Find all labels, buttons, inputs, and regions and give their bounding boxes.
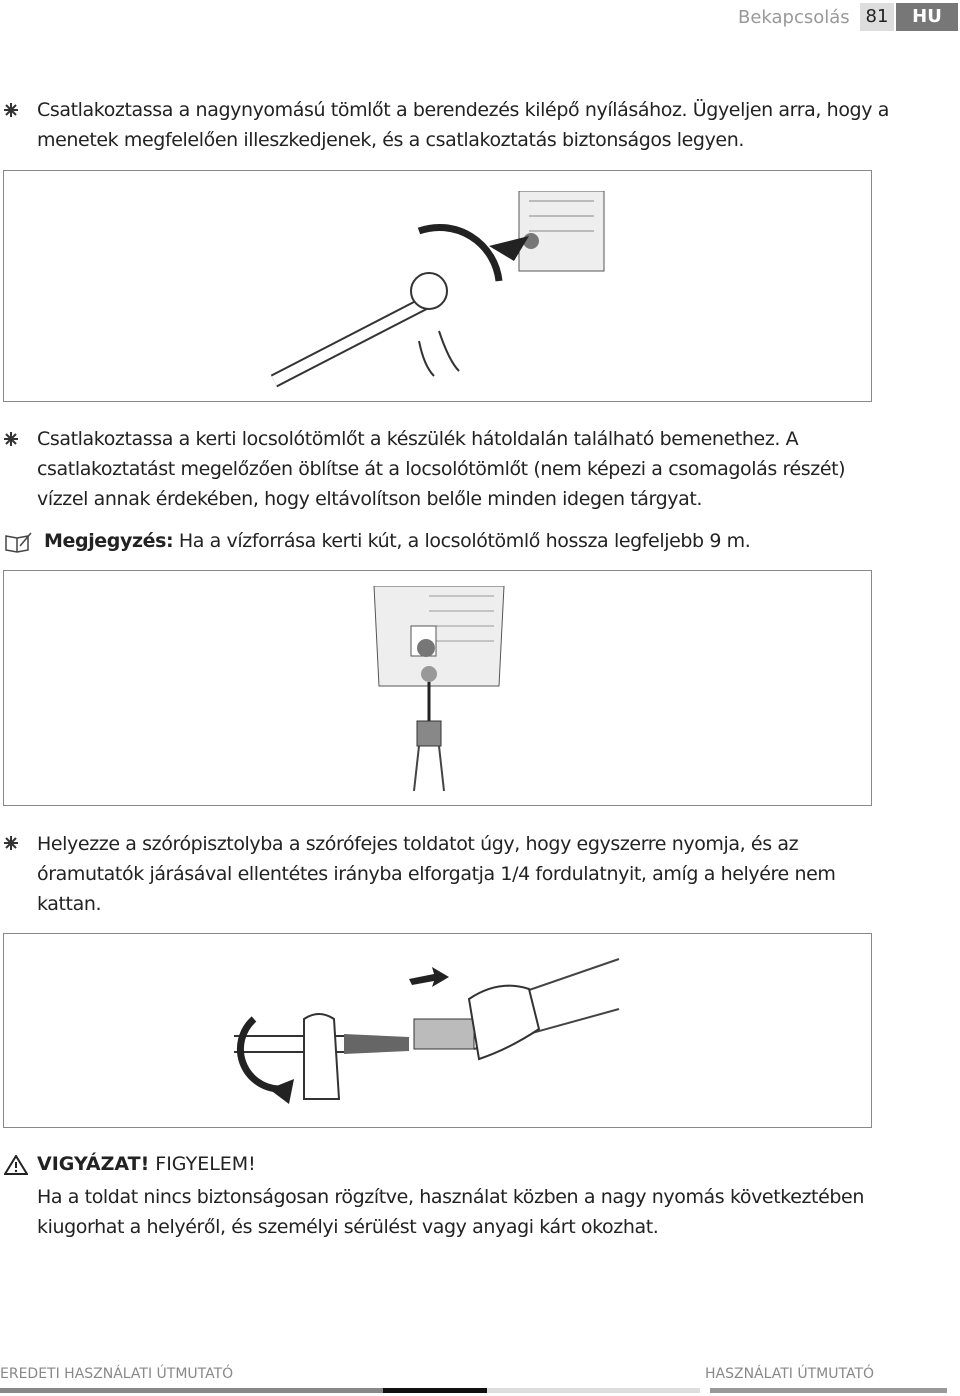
footer-bar-segment <box>710 1388 947 1393</box>
page-number: 81 <box>860 3 894 31</box>
figure-nozzle-attach <box>3 933 872 1128</box>
book-note-icon <box>4 532 32 554</box>
note-body: Ha a vízforrása kerti kút, a locsolótömlő hossza legfeljebb 9 m. <box>173 530 751 552</box>
note-label: Megjegyzés: <box>44 530 174 552</box>
note-text <box>44 530 750 552</box>
language-badge: HU <box>896 3 958 31</box>
figure-garden-hose-inlet <box>3 570 872 806</box>
warning-text: Ha a toldat nincs biztonságosan rögzítve, használat közben a nagy nyomás következtében kiugorhat a helyéről, és személyi sérülést vagy anyagi kárt okozhat. <box>37 1186 864 1238</box>
figure-hose-outlet <box>3 170 872 402</box>
warning-label: VIGYÁZAT! <box>37 1153 150 1175</box>
warning-triangle-icon <box>4 1155 28 1175</box>
hose-connection-illustration <box>269 191 609 391</box>
step-3-text: Helyezze a szórópisztolyba a szórófejes toldatot úgy, hogy egyszerre nyomja, és az óramutatók járásával ellentétes irányba elforgatja 1/4 fordulatnyit, amíg a helyére nem kattan. <box>37 833 836 915</box>
footer-right: HASZNÁLATI ÚTMUTATÓ <box>705 1366 875 1382</box>
step-2-text: Csatlakoztassa a kerti locsolótömlőt a készülék hátoldalán található bemenethez. A csatlakoztatást megelőzően öblítse át a locsolótömlőt (nem képezi a csomagolás részét) vízzel annak érdekében, hogy eltávolítson belőle minden idegen tárgyat. <box>37 428 846 510</box>
bullet-icon <box>4 432 18 446</box>
footer-bar-segment <box>487 1388 700 1393</box>
step-1-text: Csatlakoztassa a nagynyomású tömlőt a berendezés kilépő nyílásához. Ügyeljen arra, hogy a menetek megfelelően illeszkedjenek, és a csatlakoztatás biztonságos legyen. <box>37 99 889 151</box>
bullet-icon <box>4 836 18 850</box>
footer-bar-segment <box>383 1388 487 1393</box>
warning-sublabel: FIGYELEM! <box>149 1153 256 1175</box>
footer-bar-segment <box>0 1388 383 1393</box>
garden-hose-illustration <box>369 586 509 791</box>
warning-heading <box>37 1153 256 1175</box>
bullet-icon <box>4 103 18 117</box>
nozzle-illustration <box>234 949 624 1114</box>
footer-left: EREDETI HASZNÁLATI ÚTMUTATÓ <box>0 1366 234 1382</box>
section-title: Bekapcsolás <box>738 7 850 28</box>
